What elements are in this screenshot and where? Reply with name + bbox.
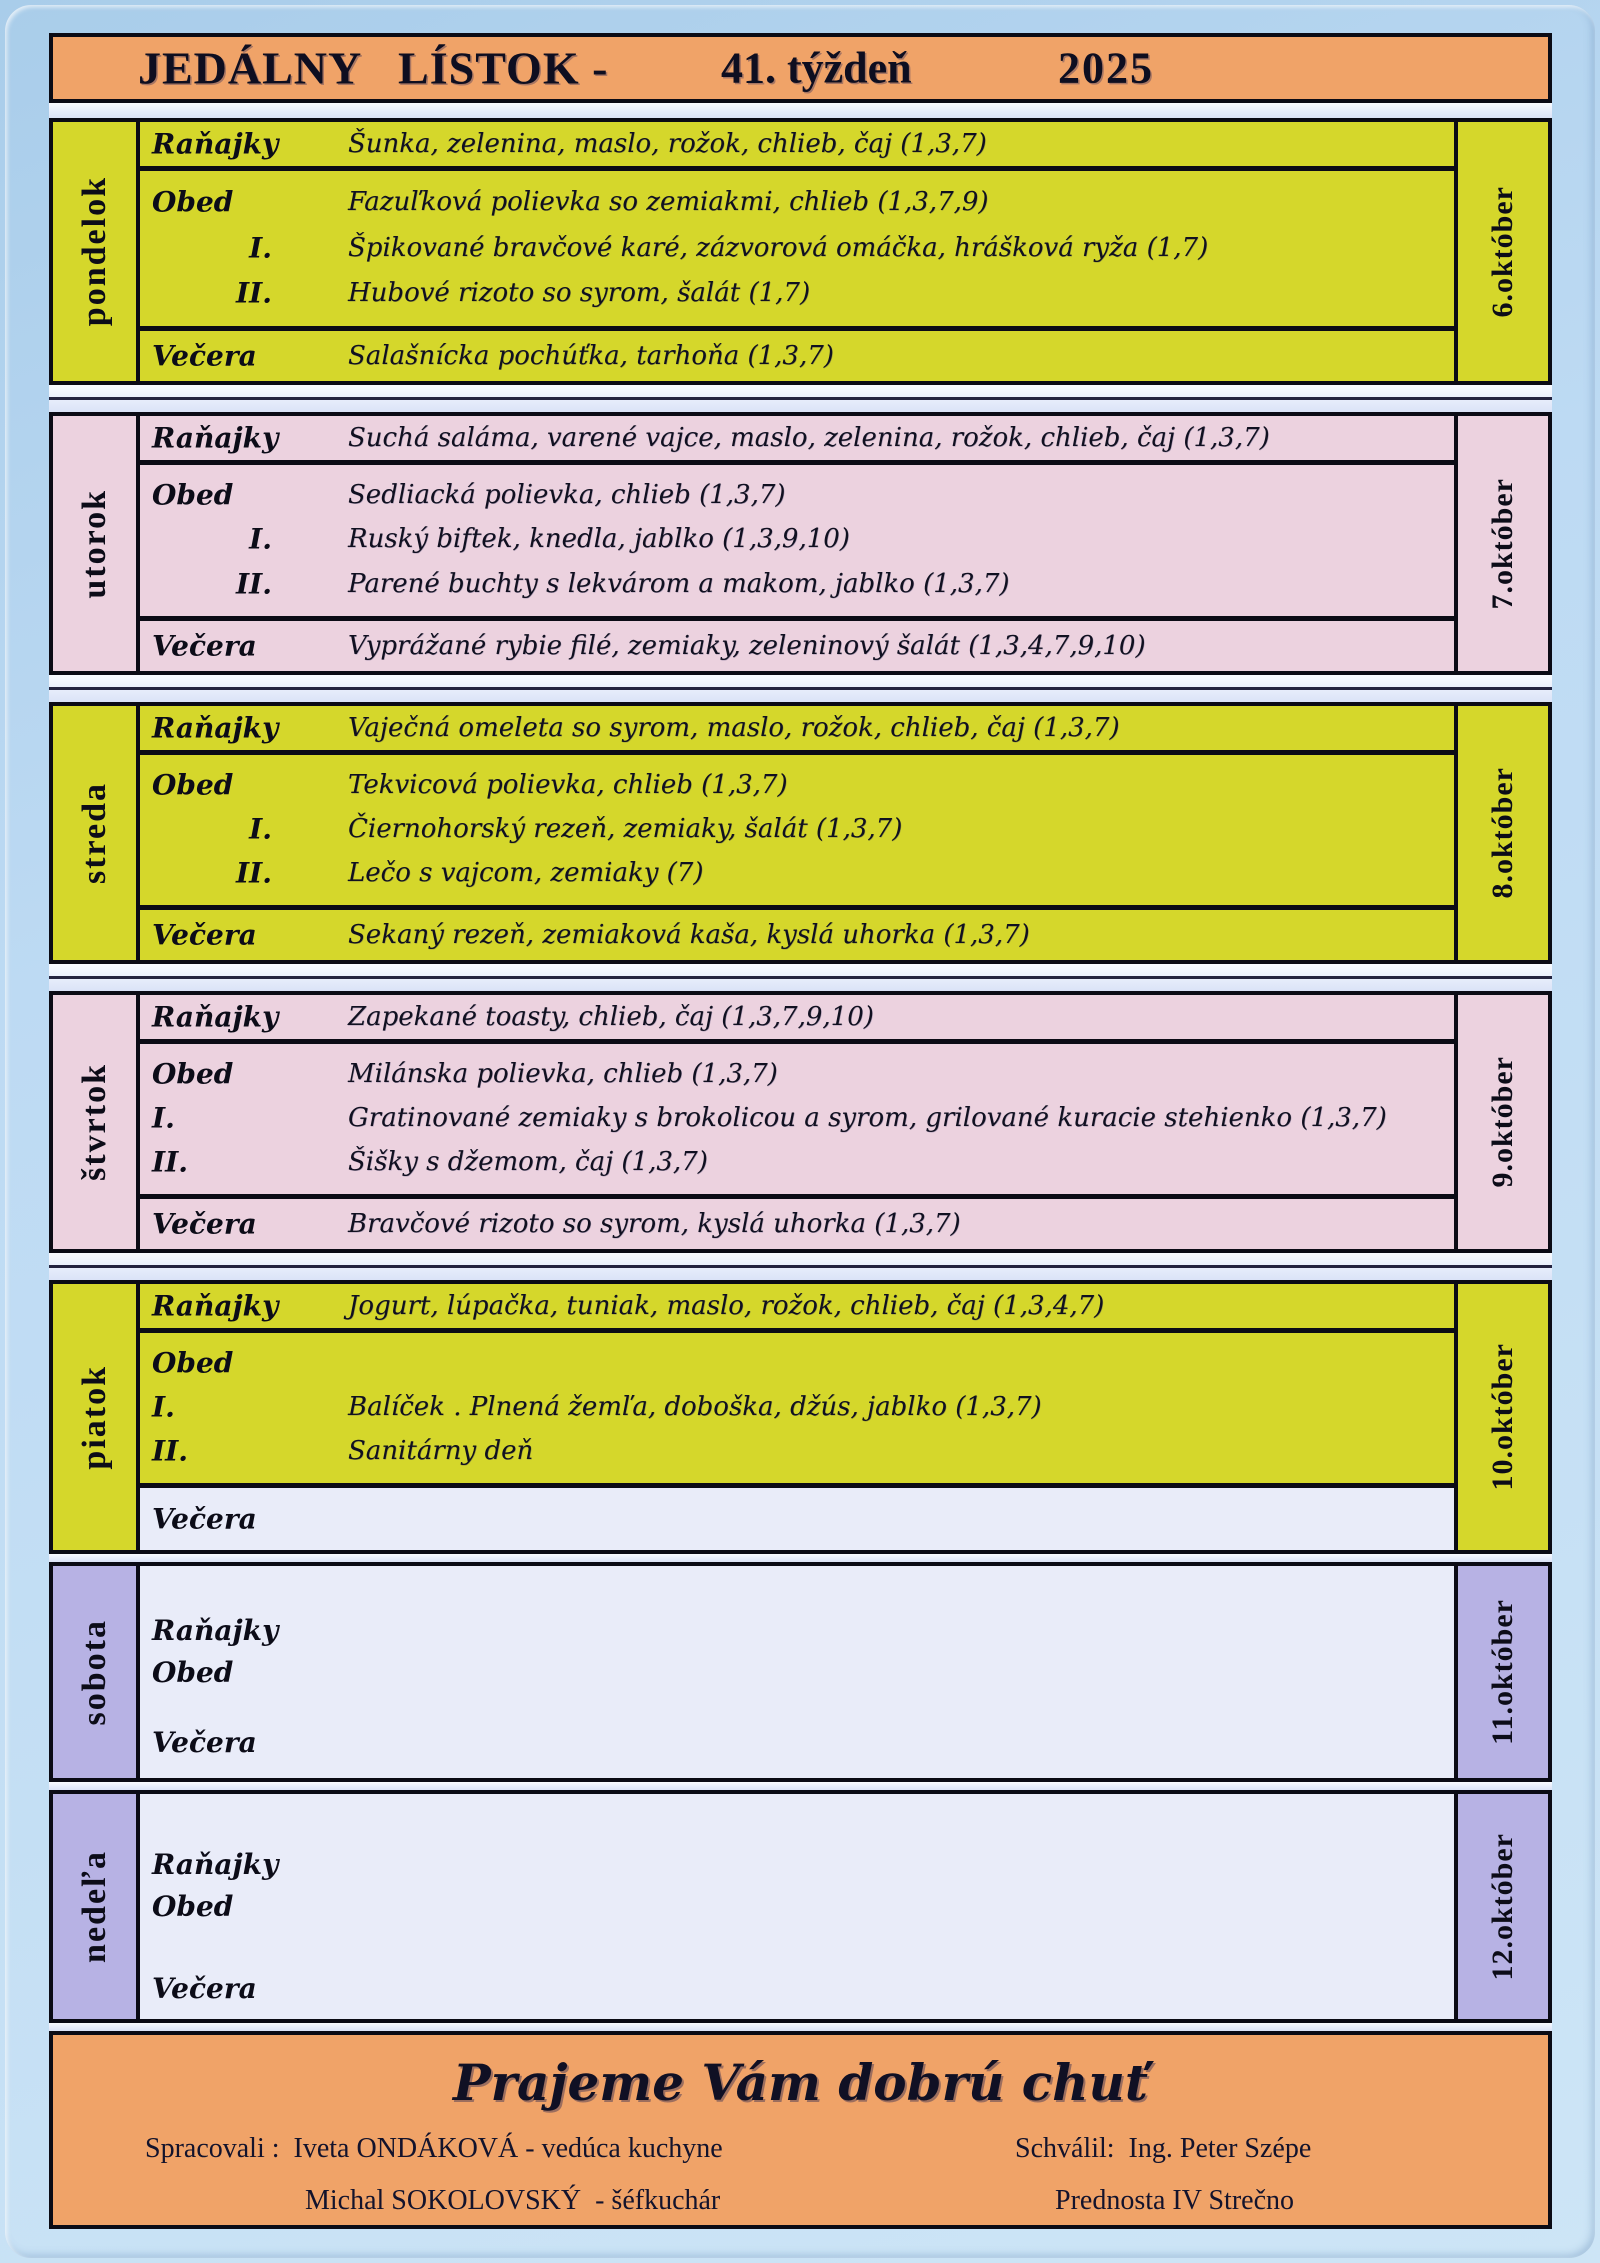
lunch-menu1-line	[140, 517, 1454, 561]
day-block-piatok	[49, 1280, 1552, 1554]
day-name-cell	[53, 416, 140, 671]
meal-row-dinner	[140, 910, 1454, 960]
meal-row-dinner	[140, 621, 1454, 671]
food-text: Šišky s džemom, čaj (1,3,7)	[348, 1147, 708, 1177]
meal-label-dinner: Večera	[152, 918, 257, 952]
prepared-by-line: Spracovali : Iveta ONDÁKOVÁ - vedúca kuchyne	[145, 2133, 723, 2164]
meal-label-lunch: Obed	[152, 185, 234, 219]
block-separator	[49, 675, 1552, 702]
meal-label-breakfast: Raňajky	[152, 711, 279, 745]
meal-row-breakfast	[140, 995, 1454, 1044]
meal-row-breakfast	[140, 706, 1454, 755]
food-text: Balíček . Plnená žemľa, doboška, džús, jablko (1,3,7)	[348, 1392, 1042, 1422]
menu1-label: I.	[249, 231, 272, 264]
day-name-cell	[53, 1284, 140, 1550]
date-cell	[1454, 1566, 1548, 1778]
date-label: 12.október	[1486, 1832, 1519, 1981]
date-label: 10.október	[1486, 1343, 1519, 1491]
meal-label-lunch: Obed	[152, 768, 234, 802]
day-name-label: streda	[75, 781, 113, 885]
food-text: Fazuľková polievka so zemiakmi, chlieb (1,3,7,9)	[348, 186, 989, 217]
meal-label-breakfast: Raňajky	[152, 1000, 279, 1034]
food-text: Šunka, zelenina, maslo, rožok, chlieb, čaj (1,3,7)	[348, 129, 987, 159]
day-block-pondelok	[49, 118, 1552, 385]
date-label: 6.október	[1486, 185, 1519, 318]
menu2-label: II.	[236, 567, 272, 601]
meal-label-breakfast: Raňajky	[152, 1289, 279, 1323]
lunch-soup-line	[140, 1341, 1454, 1385]
date-cell	[1454, 706, 1548, 960]
food-text: Čiernohorský rezeň, zemiaky, šalát (1,3,7)	[348, 814, 903, 844]
day-name-cell	[53, 1566, 140, 1778]
food-text: Parené buchty s lekvárom a makom, jablko (1,3,7)	[348, 568, 1010, 599]
date-cell	[1454, 416, 1548, 671]
day-name-label: sobota	[75, 1618, 113, 1726]
meal-row-lunch-group	[140, 1044, 1454, 1199]
block-separator	[49, 2023, 1552, 2031]
lunch-soup-line	[140, 473, 1454, 517]
meal-label-lunch: Obed	[152, 478, 234, 512]
lunch-menu1-line	[140, 1385, 1454, 1429]
food-text: Milánska polievka, chlieb (1,3,7)	[348, 1059, 778, 1089]
lunch-menu1-line	[140, 807, 1454, 851]
date-cell	[1454, 995, 1548, 1249]
meal-label-breakfast: Raňajky	[152, 1614, 279, 1647]
menu1-label: I.	[249, 522, 272, 556]
lunch-menu2-line	[140, 1140, 1454, 1184]
food-text: Hubové rizoto so syrom, šalát (1,7)	[348, 278, 811, 309]
date-label: 7.október	[1486, 477, 1519, 610]
meal-row-breakfast	[140, 1284, 1454, 1333]
day-name-label: nedeľa	[75, 1850, 113, 1963]
day-name-cell	[53, 706, 140, 960]
meal-row-dinner-empty	[140, 1488, 1454, 1550]
header-bar	[49, 33, 1552, 103]
day-name-label: pondelok	[75, 176, 113, 327]
date-cell	[1454, 1284, 1548, 1550]
week-label: 41. týždeň	[721, 43, 912, 93]
prednosta-line: Prednosta IV Strečno	[1055, 2185, 1294, 2216]
day-name-cell	[53, 122, 140, 381]
weekend-meals-cell	[140, 1794, 1454, 2019]
meal-label-dinner: Večera	[152, 1726, 257, 1759]
approved-by-line: Schválil: Ing. Peter Szépe	[1015, 2133, 1312, 2164]
meal-row-lunch-group	[140, 755, 1454, 910]
meal-row-dinner	[140, 1199, 1454, 1249]
day-block-streda	[49, 702, 1552, 964]
meal-row-breakfast	[140, 122, 1454, 171]
date-label: 8.október	[1486, 767, 1519, 899]
menu1-label: I.	[249, 812, 272, 846]
food-text: Špikované bravčové karé, zázvorová omáčka, hrášková ryža (1,7)	[348, 232, 1209, 263]
block-separator	[49, 103, 1552, 118]
lunch-menu2-line	[140, 851, 1454, 895]
meal-label-lunch: Obed	[152, 1057, 234, 1091]
meal-label-lunch: Obed	[152, 1346, 234, 1380]
meal-row-lunch-group	[140, 171, 1454, 331]
lunch-menu1-line	[140, 225, 1454, 271]
lunch-menu2-line	[140, 1429, 1454, 1473]
date-cell	[1454, 122, 1548, 381]
block-separator	[49, 1554, 1552, 1562]
meal-label-dinner: Večera	[152, 1502, 257, 1536]
food-text: Ruský biftek, knedla, jablko (1,3,9,10)	[348, 524, 850, 555]
date-label: 9.október	[1486, 1056, 1519, 1188]
day-block-sobota	[49, 1562, 1552, 1782]
meal-row-breakfast	[140, 416, 1454, 465]
food-text: Jogurt, lúpačka, tuniak, maslo, rožok, chlieb, čaj (1,3,4,7)	[348, 1291, 1105, 1321]
menu-sheet	[49, 33, 1552, 2229]
lunch-menu2-line	[140, 562, 1454, 606]
day-block-stvrtok	[49, 991, 1552, 1253]
day-name-label: štvrtok	[75, 1063, 113, 1181]
menu2-label: II.	[236, 276, 272, 310]
meal-label-breakfast: Raňajky	[152, 421, 279, 455]
food-text: Salašnícka pochúťka, tarhoňa (1,3,7)	[348, 341, 834, 371]
meal-label-dinner: Večera	[152, 1972, 257, 2005]
date-label: 11.október	[1486, 1599, 1519, 1745]
block-separator	[49, 385, 1552, 412]
weekend-meals-cell	[140, 1566, 1454, 1778]
food-text: Vaječná omeleta so syrom, maslo, rožok, chlieb, čaj (1,3,7)	[348, 713, 1120, 743]
food-text: Gratinované zemiaky s brokolicou a syrom, grilované kuracie stehienko (1,3,7)	[348, 1103, 1387, 1133]
day-name-cell	[53, 995, 140, 1249]
lunch-soup-line	[140, 1052, 1454, 1096]
menu2-label: II.	[152, 1434, 188, 1468]
food-text: Lečo s vajcom, zemiaky (7)	[348, 858, 704, 888]
meal-label-dinner: Večera	[152, 339, 257, 373]
page-title: JEDÁLNY LÍSTOK -	[138, 42, 609, 94]
date-cell	[1454, 1794, 1548, 2019]
food-text: Vyprážané rybie filé, zemiaky, zeleninový šalát (1,3,4,7,9,10)	[348, 631, 1146, 661]
food-text: Tekvicová polievka, chlieb (1,3,7)	[348, 770, 788, 800]
meal-label-breakfast: Raňajky	[152, 1848, 279, 1881]
lunch-menu2-line	[140, 270, 1454, 316]
food-text: Suchá saláma, varené vajce, maslo, zelenina, rožok, chlieb, čaj (1,3,7)	[348, 423, 1270, 453]
meal-label-lunch: Obed	[152, 1656, 234, 1689]
meal-label-breakfast: Raňajky	[152, 127, 279, 161]
menu2-label: II.	[236, 856, 272, 890]
chef-line: Michal SOKOLOVSKÝ - šéfkuchár	[305, 2185, 721, 2216]
lunch-menu1-line	[140, 1096, 1454, 1140]
menu2-label: II.	[152, 1145, 188, 1179]
lunch-soup-line	[140, 179, 1454, 225]
day-block-utorok	[49, 412, 1552, 675]
meal-row-lunch-group	[140, 465, 1454, 621]
footer-bar	[49, 2031, 1552, 2229]
menu1-label: I.	[152, 1390, 175, 1424]
menu1-label: I.	[152, 1101, 175, 1135]
block-separator	[49, 964, 1552, 991]
food-text: Sedliacká polievka, chlieb (1,3,7)	[348, 480, 786, 511]
food-text: Bravčové rizoto so syrom, kyslá uhorka (1,3,7)	[348, 1209, 961, 1239]
food-text: Sekaný rezeň, zemiaková kaša, kyslá uhorka (1,3,7)	[348, 920, 1030, 950]
meal-label-lunch: Obed	[152, 1890, 234, 1923]
day-block-nedela	[49, 1790, 1552, 2023]
year-label: 2025	[1058, 43, 1154, 93]
block-separator	[49, 1782, 1552, 1790]
food-text: Zapekané toasty, chlieb, čaj (1,3,7,9,10)	[348, 1002, 874, 1032]
meal-label-dinner: Večera	[152, 629, 257, 663]
meal-row-dinner	[140, 331, 1454, 381]
lunch-soup-line	[140, 763, 1454, 807]
footer-wish: Prajeme Vám dobrú chuť	[453, 2053, 1148, 2112]
day-name-cell	[53, 1794, 140, 2019]
day-name-label: piatok	[75, 1364, 113, 1470]
day-name-label: utorok	[75, 488, 113, 599]
food-text: Sanitárny deň	[348, 1436, 534, 1466]
meal-label-dinner: Večera	[152, 1207, 257, 1241]
block-separator	[49, 1253, 1552, 1280]
meal-row-lunch-group	[140, 1333, 1454, 1488]
